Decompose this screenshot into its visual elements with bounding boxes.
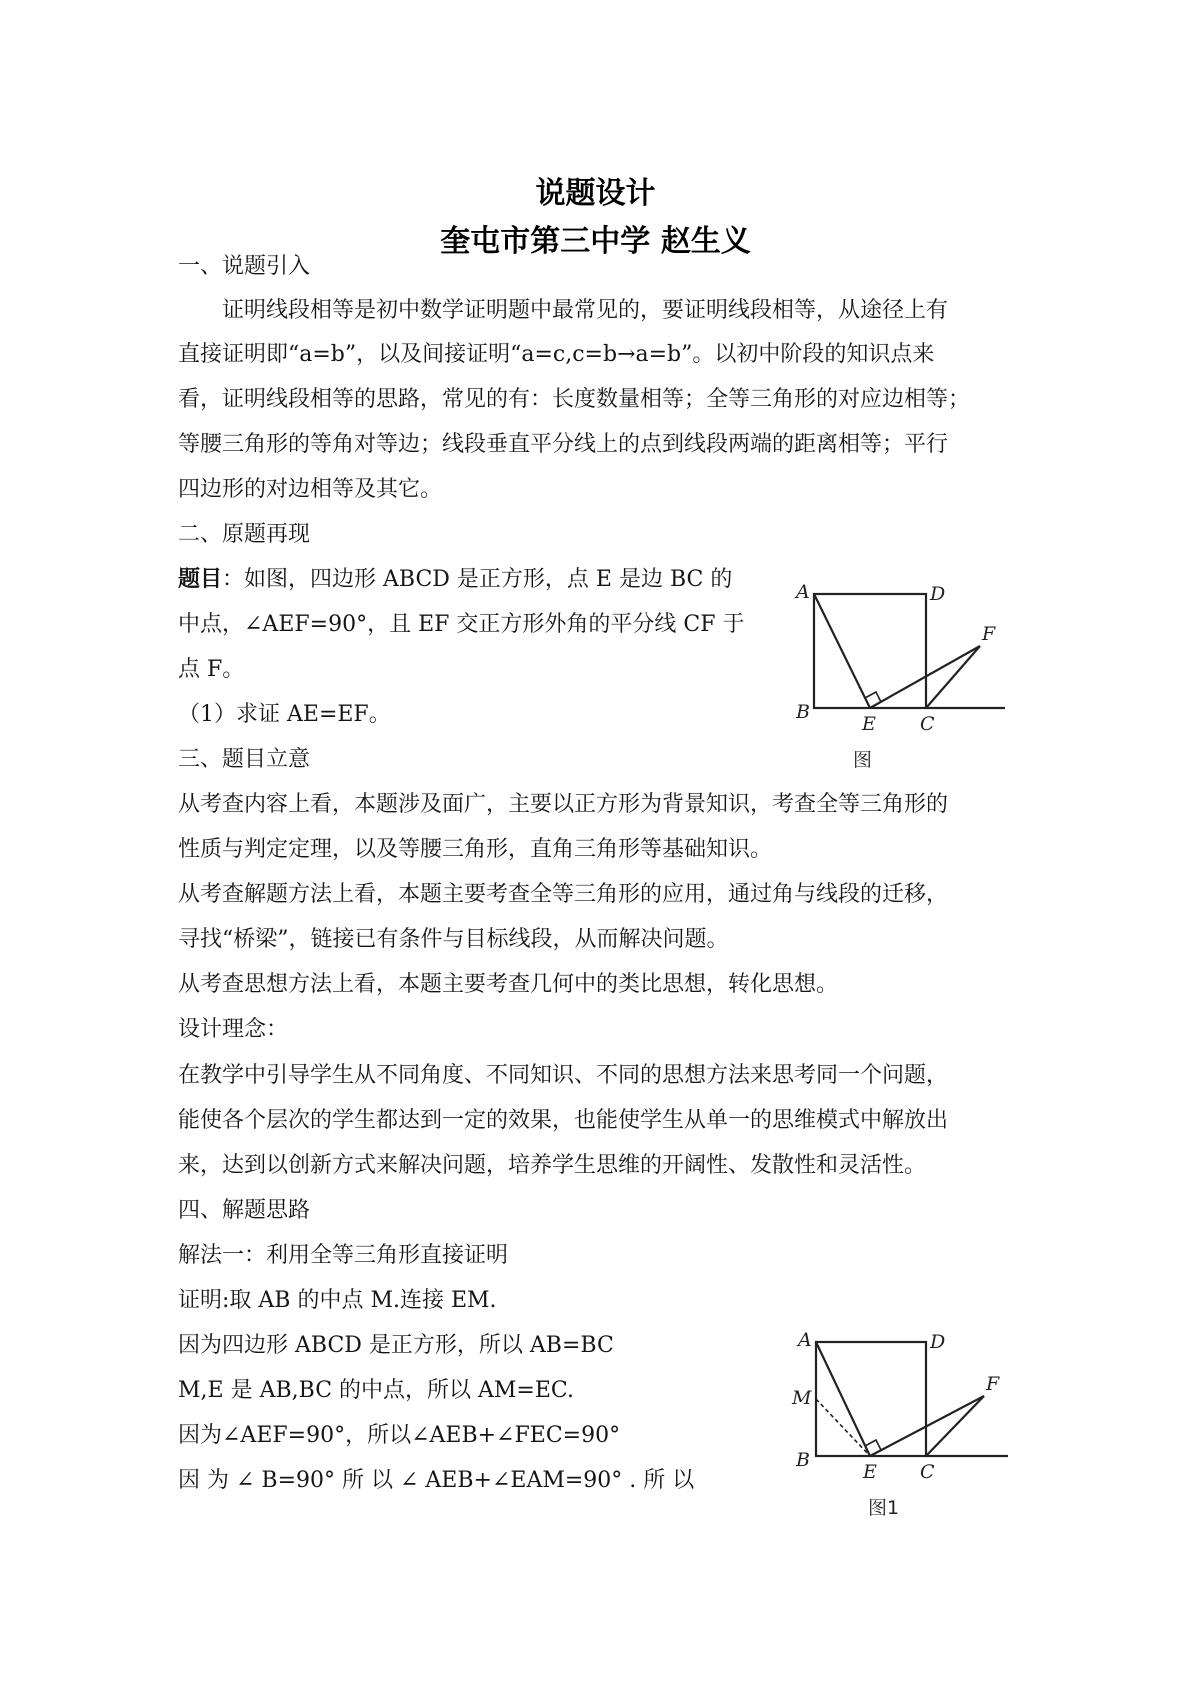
square-abcd (814, 594, 926, 708)
problem-line-1 (178, 564, 732, 595)
solution-line-1: 解法一：利用全等三角形直接证明 (178, 1243, 509, 1268)
solution-line-4: M,E 是 AB,BC 的中点，所以 AM=EC. (178, 1378, 574, 1403)
label-c: C (920, 713, 935, 735)
intent-line-4: 寻找“桥梁”，链接已有条件与目标线段，从而解决问题。 (178, 927, 729, 952)
intent-line-1: 从考查内容上看，本题涉及面广，主要以正方形为背景知识，考查全等三角形的 (178, 792, 949, 817)
section-heading-1: 一、说题引入 (178, 254, 311, 279)
segment-ae-2 (816, 1342, 870, 1456)
label-f: F (982, 623, 996, 645)
segment-ae (814, 594, 870, 708)
label-b-2: B (796, 1449, 810, 1471)
solution-line-3: 因为四边形 ABCD 是正方形，所以 AB=BC (178, 1333, 614, 1358)
segment-cf (926, 646, 980, 708)
problem-label: 题目 (178, 566, 223, 592)
intro-line-1: 证明线段相等是初中数学证明题中最常见的，要证明线段相等，从途径上有 (178, 298, 949, 323)
problem-text-1: ：如图，四边形 ABCD 是正方形，点 E 是边 BC 的 (222, 567, 733, 592)
label-e-2: E (863, 1461, 877, 1483)
label-d-2: D (930, 1331, 946, 1353)
label-f-2: F (986, 1373, 1000, 1395)
section-heading-3: 三、题目立意 (178, 747, 311, 772)
intent-line-9: 来，达到以创新方式来解决问题，培养学生思维的开阔性、发散性和灵活性。 (178, 1153, 927, 1178)
square-abcd-2 (816, 1342, 926, 1456)
intent-line-3: 从考查解题方法上看，本题主要考查全等三角形的应用，通过角与线段的迁移， (178, 882, 949, 907)
section-heading-4: 四、解题思路 (178, 1198, 311, 1223)
solution-line-2: 证明:取 AB 的中点 M.连接 EM. (178, 1288, 497, 1313)
solution-figure-svg (780, 1320, 1020, 1520)
intro-line-5: 四边形的对边相等及其它。 (178, 477, 443, 502)
section-heading-2: 二、原题再现 (178, 522, 311, 547)
label-d: D (930, 583, 946, 605)
intent-line-2: 性质与判定定理，以及等腰三角形，直角三角形等基础知识。 (178, 837, 773, 862)
label-e: E (862, 713, 876, 735)
problem-figure-svg (780, 578, 1020, 778)
intent-line-6: 设计理念： (178, 1017, 289, 1042)
intent-line-7: 在教学中引导学生从不同角度、不同知识、不同的思想方法来思考同一个问题， (178, 1063, 949, 1088)
solution-figure (780, 1320, 1020, 1524)
problem-figure (780, 578, 1020, 782)
author-line: 奎屯市第三中学 赵生义 (440, 224, 751, 259)
problem-line-2: 中点，∠AEF=90°，且 EF 交正方形外角的平分线 CF 于 (178, 612, 745, 637)
solution-line-5: 因为∠AEF=90°，所以∠AEB+∠FEC=90° (178, 1423, 621, 1448)
intent-line-8: 能使各个层次的学生都达到一定的效果，也能使学生从单一的思维模式中解放出 (178, 1108, 949, 1133)
segment-cf-2 (926, 1396, 984, 1456)
intro-line-4: 等腰三角形的等角对等边；线段垂直平分线上的点到线段两端的距离相等；平行 (178, 432, 949, 457)
label-m: M (792, 1387, 812, 1409)
label-a-2: A (798, 1329, 812, 1351)
label-a: A (796, 581, 810, 603)
page-title: 说题设计 (535, 176, 656, 211)
label-c-2: C (920, 1461, 935, 1483)
segment-em-dashed (816, 1399, 870, 1456)
intro-line-3: 看，证明线段相等的思路，常见的有：长度数量相等；全等三角形的对应边相等； (178, 387, 971, 412)
intent-line-5: 从考查思想方法上看，本题主要考查几何中的类比思想，转化思想。 (178, 972, 839, 997)
intro-line-2: 直接证明即“a=b”，以及间接证明“a=c,c=b→a=b”。以初中阶段的知识点来 (178, 342, 935, 367)
solution-line-6: 因 为 ∠ B=90° 所 以 ∠ AEB+∠EAM=90° . 所 以 (178, 1468, 695, 1493)
figure-caption-2: 图1 (868, 1497, 900, 1519)
problem-line-3: 点 F。 (178, 657, 245, 682)
problem-question: （1）求证 AE=EF。 (178, 702, 391, 727)
label-b: B (796, 701, 810, 723)
figure-caption: 图 (853, 749, 873, 771)
